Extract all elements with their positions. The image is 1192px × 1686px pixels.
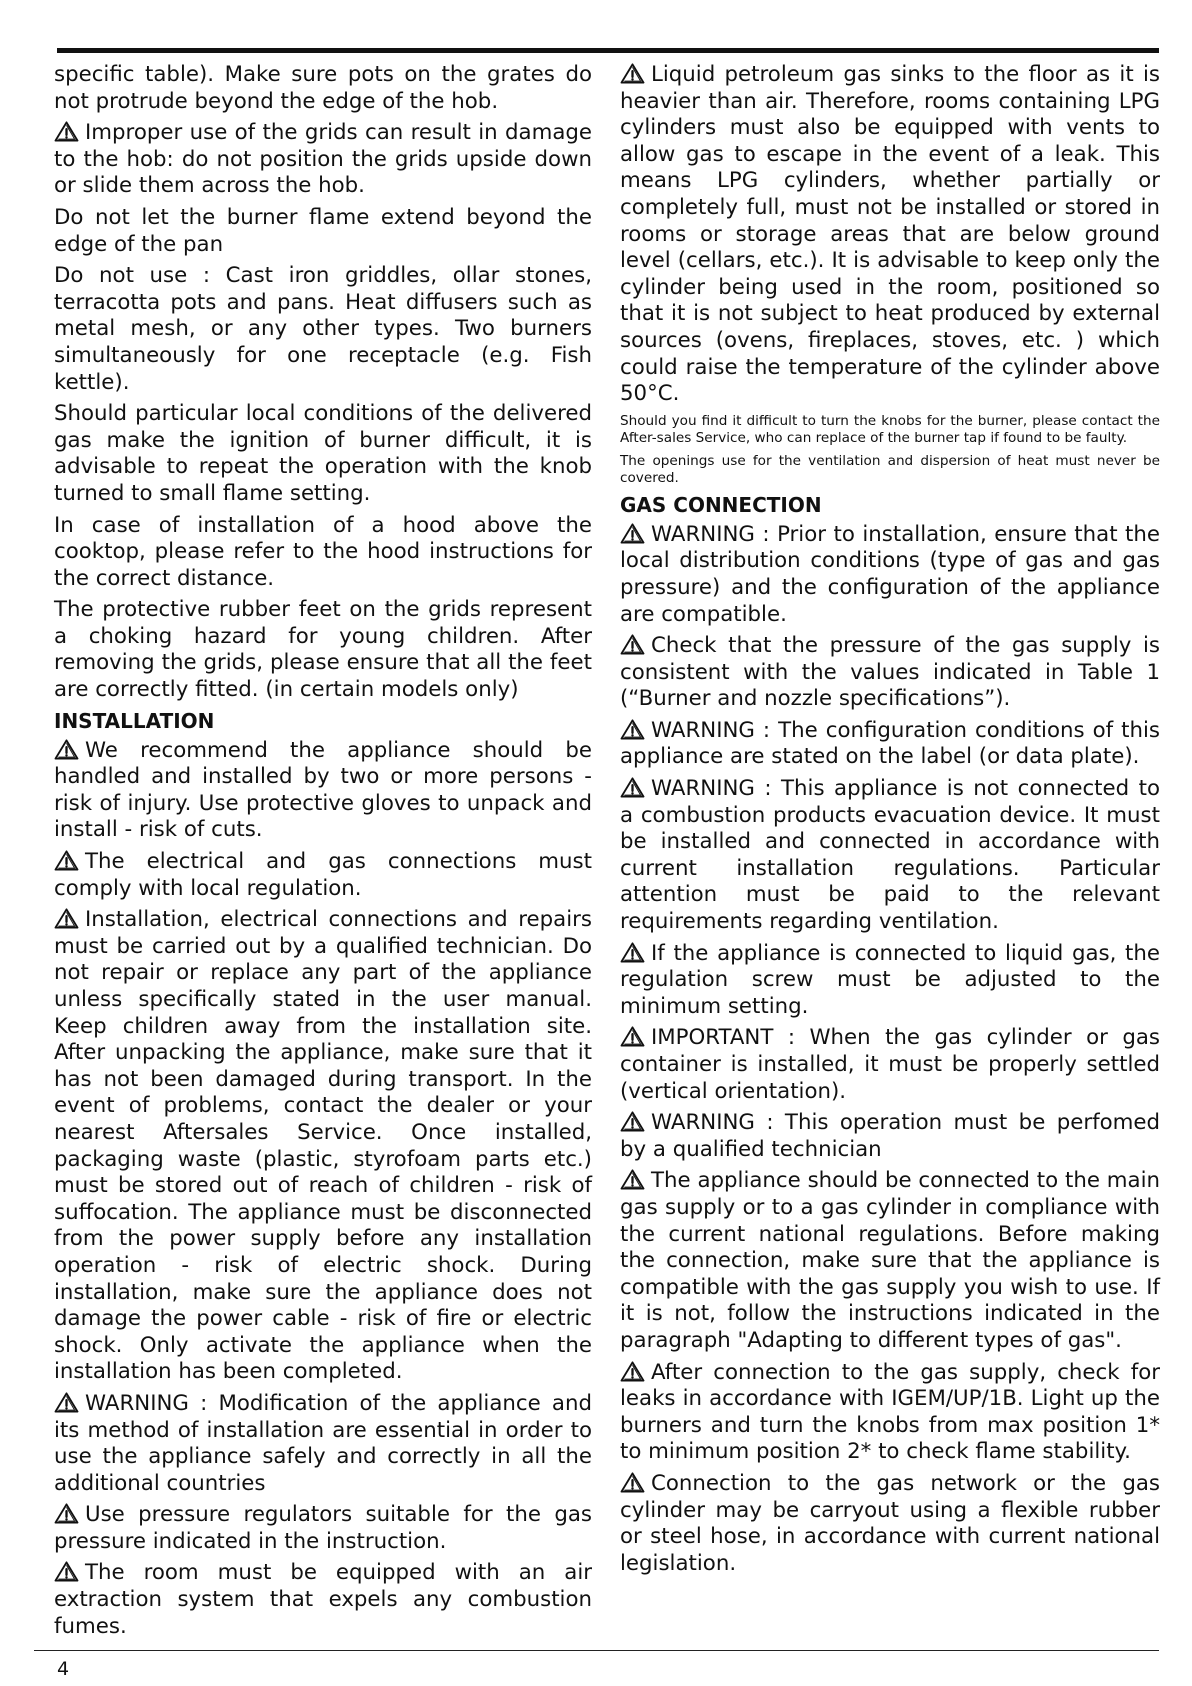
warning-paragraph bbox=[620, 633, 1160, 713]
warning-triangle-icon bbox=[54, 121, 79, 141]
paragraph-text: In case of installation of a hood above the cooktop, please refer to the hood instructions for the correct distance. bbox=[54, 512, 592, 591]
warning-paragraph bbox=[620, 718, 1160, 771]
warning-triangle-icon bbox=[620, 1026, 645, 1046]
paragraph-text: Do not use : Cast iron griddles, ollar stones, terracotta pots and pans. Heat diffusers such as metal mesh, or any other types. Two burners simultaneously for one receptacle (e.g. Fish kettle). bbox=[54, 263, 592, 395]
warning-triangle-icon bbox=[54, 1392, 79, 1412]
warning-paragraph bbox=[620, 1110, 1160, 1163]
paragraph-text: The electrical and gas connections must comply with local regulation. bbox=[54, 849, 592, 901]
warning-triangle-icon bbox=[54, 1503, 79, 1523]
paragraph-text: We recommend the appliance should be handled and installed by two or more persons - risk of injury. Use protective gloves to unpack and install - risk of cuts. bbox=[54, 737, 592, 843]
paragraph-text: specific table). Make sure pots on the grates do not protrude beyond the edge of the hob. bbox=[54, 62, 592, 114]
warning-paragraph bbox=[620, 776, 1160, 936]
warning-paragraph bbox=[620, 1025, 1160, 1105]
paragraph-text: Improper use of the grids can result in damage to the hob: do not position the grids upside down or slide them across the hob. bbox=[54, 120, 592, 199]
body-paragraph bbox=[54, 205, 592, 258]
warning-triangle-icon bbox=[620, 777, 645, 797]
paragraph-text: WARNING : This operation must be perfomed by a qualified technician bbox=[620, 1110, 1160, 1162]
warning-paragraph bbox=[620, 1168, 1160, 1354]
warning-paragraph bbox=[620, 62, 1160, 408]
paragraph-text: The protective rubber feet on the grids represent a choking hazard for young children. After removing the grids, please ensure that all the feet are correctly fitted. (in certain models only) bbox=[54, 597, 592, 703]
paragraph-text: Do not let the burner flame extend beyond the edge of the pan bbox=[54, 204, 592, 257]
warning-triangle-icon bbox=[620, 1472, 645, 1492]
section-heading bbox=[620, 493, 1160, 518]
paragraph-text: Should you find it difficult to turn the knobs for the burner, please contact the After-sales Service, who can replace of the burner tap if found to be faulty. bbox=[620, 412, 1160, 446]
body-paragraph bbox=[54, 263, 592, 396]
warning-paragraph bbox=[54, 1502, 592, 1555]
paragraph-text: WARNING : This appliance is not connected to a combustion products evacuation device. It must be installed and connected in accordance with current installation regulations. Particular attention must be paid to the relevant requirements regarding ventilation. bbox=[620, 776, 1160, 935]
paragraph-text: WARNING : The configuration conditions of this appliance are stated on the label (or data plate). bbox=[620, 717, 1160, 770]
paragraph-text: Check that the pressure of the gas supply is consistent with the values indicated in Table 1 (“Burner and nozzle specifications”). bbox=[620, 633, 1160, 712]
warning-triangle-icon bbox=[620, 634, 645, 654]
bottom-rule bbox=[34, 1650, 1159, 1651]
warning-triangle-icon bbox=[620, 942, 645, 962]
paragraph-text: Connection to the gas network or the gas cylinder may be carryout using a flexible rubber or steel hose, in accordance with current national legislation. bbox=[620, 1470, 1160, 1576]
small-note-paragraph bbox=[620, 413, 1160, 447]
body-paragraph bbox=[54, 513, 592, 593]
warning-triangle-icon bbox=[620, 719, 645, 739]
paragraph-text: IMPORTANT : When the gas cylinder or gas container is installed, it must be properly settled (vertical orientation). bbox=[620, 1025, 1160, 1104]
warning-paragraph bbox=[54, 738, 592, 844]
warning-paragraph bbox=[620, 1471, 1160, 1577]
paragraph-text: The room must be equipped with an air extraction system that expels any combustion fumes. bbox=[54, 1560, 592, 1639]
warning-triangle-icon bbox=[620, 1111, 645, 1131]
warning-paragraph bbox=[54, 1391, 592, 1497]
top-rule bbox=[57, 48, 1159, 53]
right-column bbox=[620, 62, 1160, 1582]
small-note-paragraph bbox=[620, 453, 1160, 487]
left-column bbox=[54, 62, 592, 1645]
paragraph-text: GAS CONNECTION bbox=[620, 492, 822, 517]
paragraph-text: If the appliance is connected to liquid gas, the regulation screw must be adjusted to the minimum setting. bbox=[620, 940, 1160, 1019]
body-paragraph bbox=[54, 401, 592, 507]
warning-paragraph bbox=[54, 1560, 592, 1640]
warning-triangle-icon bbox=[620, 63, 645, 83]
paragraph-text: INSTALLATION bbox=[54, 708, 215, 733]
warning-paragraph bbox=[54, 120, 592, 200]
warning-paragraph bbox=[620, 941, 1160, 1021]
warning-triangle-icon bbox=[54, 739, 79, 759]
paragraph-text: Should particular local conditions of the delivered gas make the ignition of burner difficult, it is advisable to repeat the operation with the knob turned to small flame setting. bbox=[54, 401, 592, 506]
paragraph-text: WARNING : Modification of the appliance and its method of installation are essential in order to use the appliance safely and correctly in all the additional countries bbox=[54, 1390, 592, 1496]
warning-paragraph bbox=[620, 1360, 1160, 1466]
warning-paragraph bbox=[54, 907, 592, 1386]
paragraph-text: Liquid petroleum gas sinks to the floor as it is heavier than air. Therefore, rooms containing LPG cylinders must also be equipped with vents to allow gas to escape in the event of a leak. This means LPG cylinders, whether partially or completely full, must not be installed or stored in rooms or storage areas that are below ground level (cellars, etc.). It is advisable to keep only the cylinder being used in the room, positioned so that it is not subject to heat produced by external sources (ovens, fireplaces, stoves, etc. ) which could raise the temperature of the cylinder above 50°C. bbox=[620, 62, 1160, 407]
warning-triangle-icon bbox=[54, 908, 79, 928]
paragraph-text: WARNING : Prior to installation, ensure that the local distribution conditions (type of gas and gas pressure) and the configuration of the appliance are compatible. bbox=[620, 521, 1160, 627]
paragraph-text: The appliance should be connected to the main gas supply or to a gas cylinder in compliance with the current national regulations. Before making the connection, make sure that the appliance is compatible with the gas supply you wish to use. If it is not, follow the instructions indicated in the paragraph "Adapting to different types of gas". bbox=[620, 1168, 1160, 1353]
paragraph-text: Use pressure regulators suitable for the gas pressure indicated in the instruction. bbox=[54, 1502, 592, 1554]
warning-paragraph bbox=[620, 522, 1160, 628]
body-paragraph bbox=[54, 597, 592, 703]
page-number: 4 bbox=[57, 1658, 70, 1680]
warning-triangle-icon bbox=[54, 850, 79, 870]
warning-paragraph bbox=[54, 849, 592, 902]
warning-triangle-icon bbox=[620, 523, 645, 543]
paragraph-text: The openings use for the ventilation and dispersion of heat must never be covered. bbox=[620, 452, 1160, 486]
paragraph-text: Installation, electrical connections and repairs must be carried out by a qualified technician. Do not repair or replace any part of the appliance unless specifically stated in the user manual. Keep children away from the installation site. After unpacking the appliance, make sure that it has not been damaged during transport. In the event of problems, contact the dealer or your nearest Aftersales Service. Once installed, packaging waste (plastic, styrofoam parts etc.) must be stored out of reach of children - risk of suffocation. The appliance must be disconnected from the power supply before any installation operation - risk of electric shock. During installation, make sure the appliance does not damage the power cable - risk of fire or electric shock. Only activate the appliance when the installation has been completed. bbox=[54, 907, 592, 1385]
warning-triangle-icon bbox=[620, 1169, 645, 1189]
section-heading bbox=[54, 709, 592, 734]
warning-triangle-icon bbox=[54, 1561, 79, 1581]
body-paragraph bbox=[54, 62, 592, 115]
paragraph-text: After connection to the gas supply, check for leaks in accordance with IGEM/UP/1B. Light up the burners and turn the knobs from max position 1* to minimum position 2* to check flame stability. bbox=[620, 1359, 1160, 1465]
warning-triangle-icon bbox=[620, 1361, 645, 1381]
